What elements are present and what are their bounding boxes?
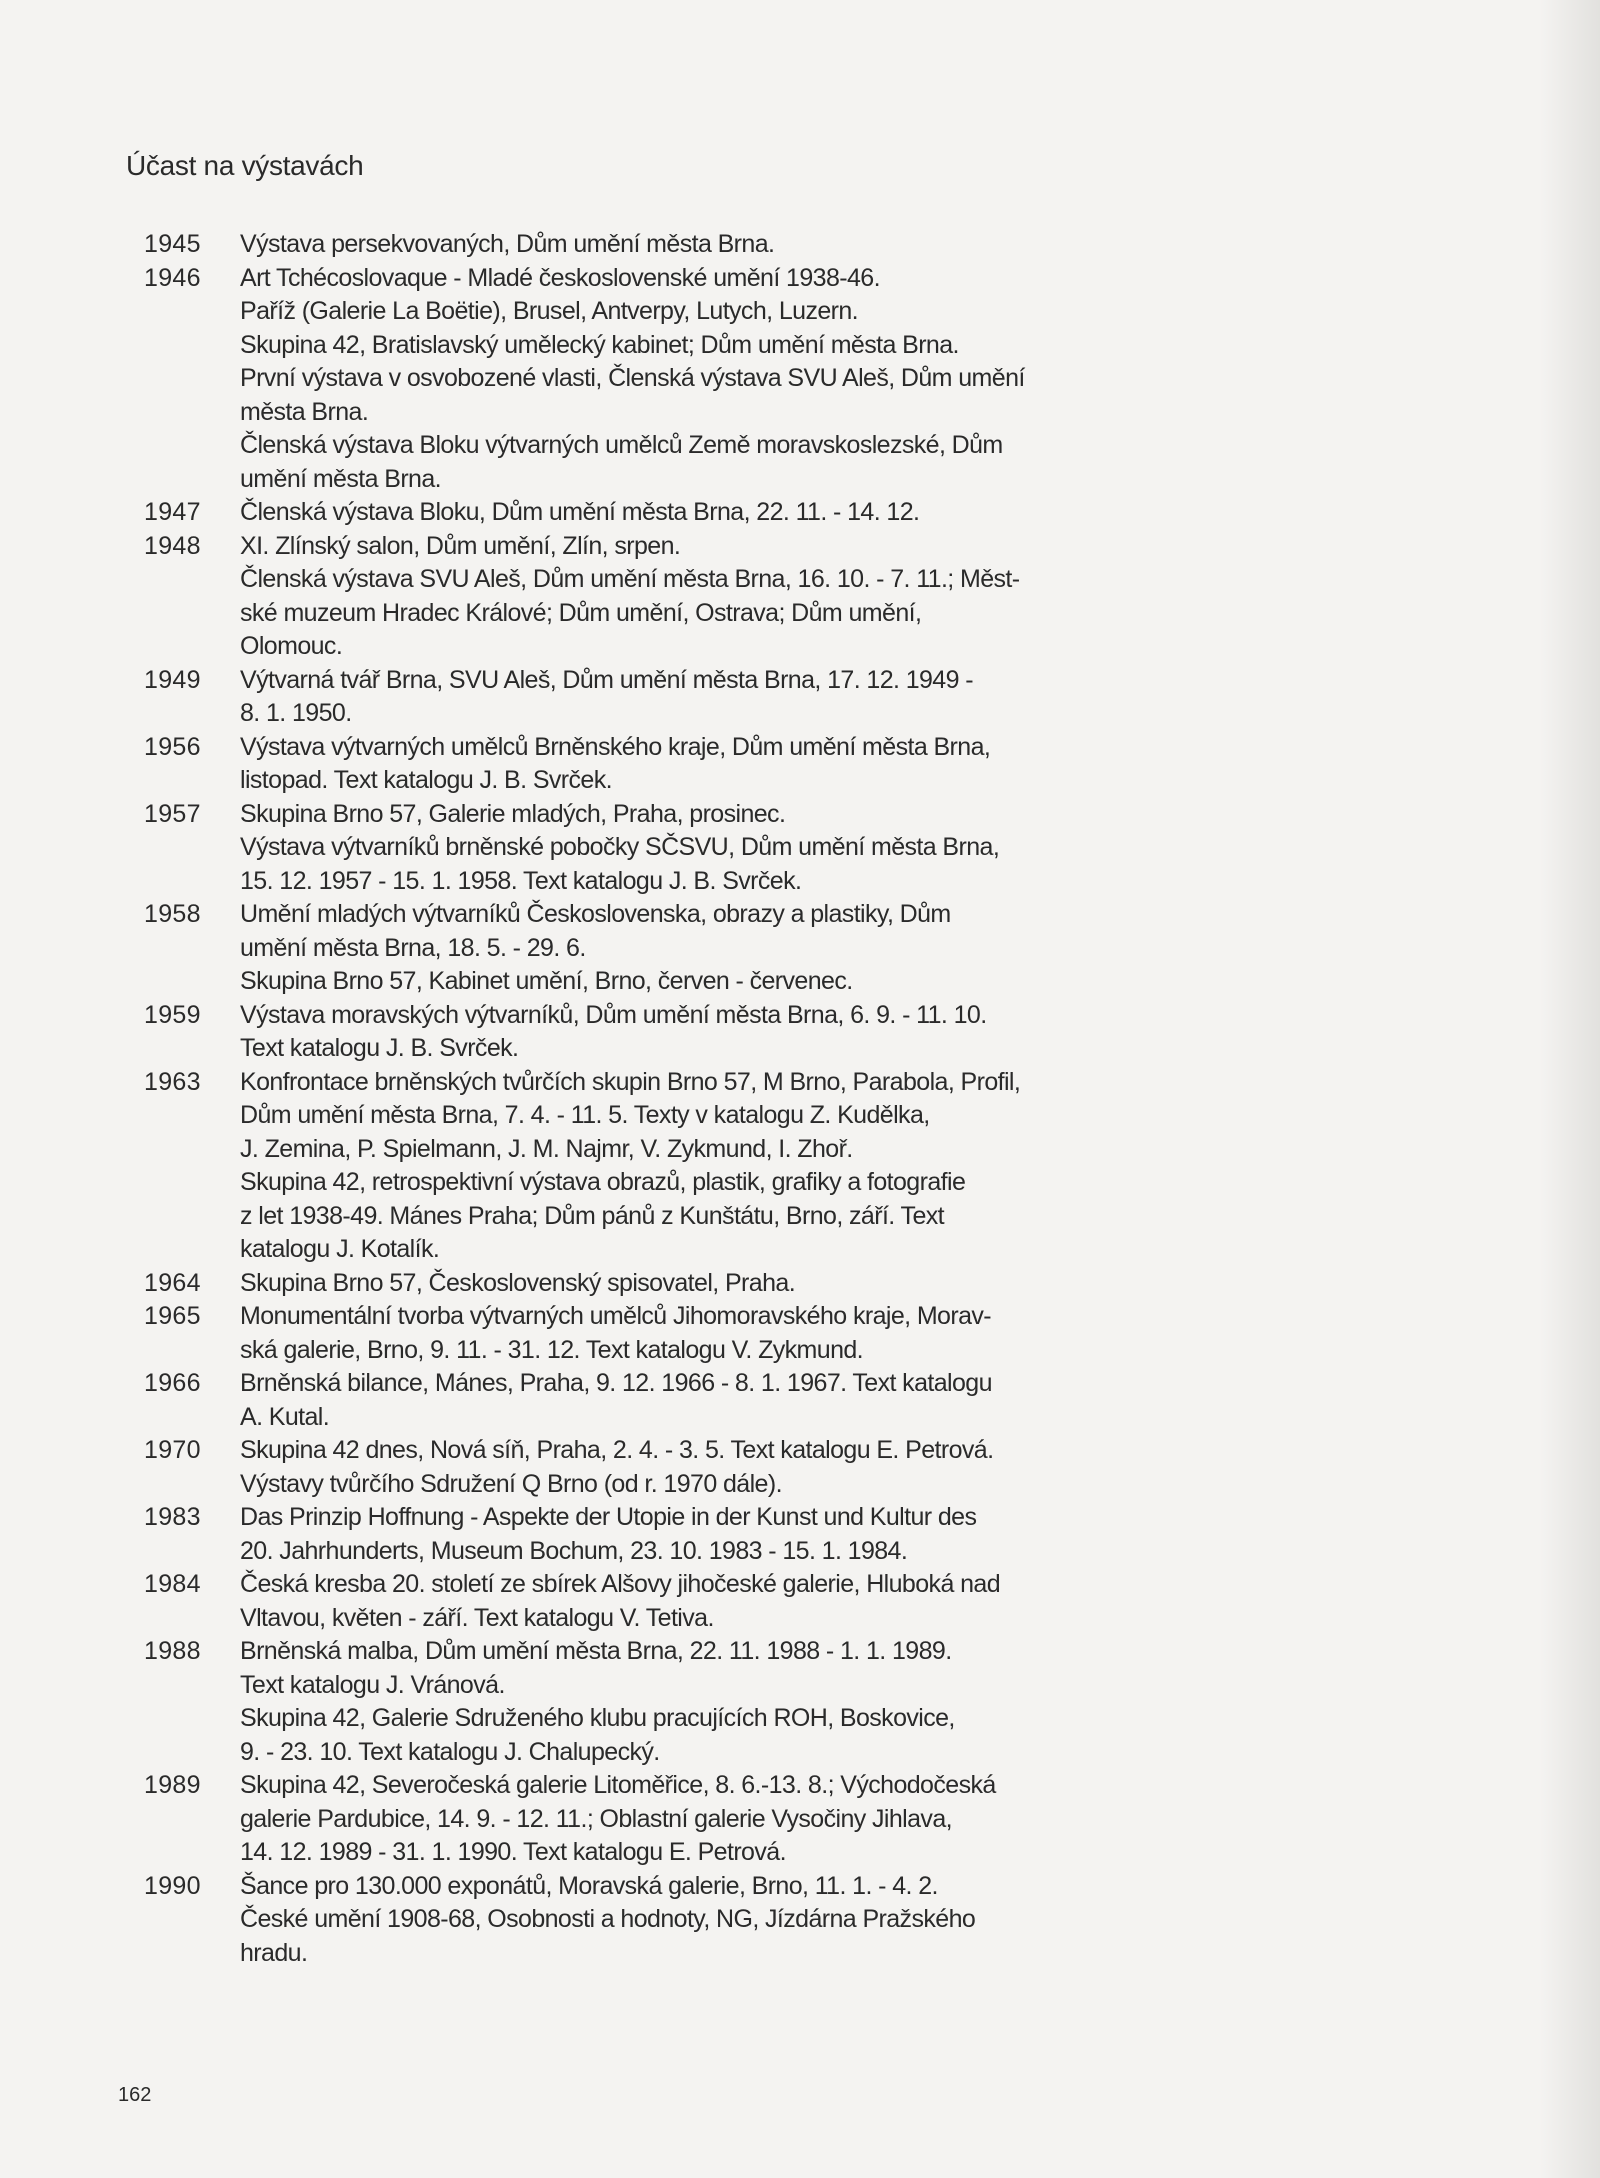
exhibition-text-line: Konfrontace brněnských tvůrčích skupin Brno 57, M Brno, Parabola, Profil, xyxy=(240,1067,1021,1096)
exhibition-description xyxy=(240,1267,1024,1301)
exhibition-text-line: města Brna. xyxy=(240,397,369,426)
exhibition-year: 1958 xyxy=(144,900,201,928)
exhibition-entry xyxy=(144,1434,1024,1501)
exhibition-description xyxy=(240,262,1025,497)
exhibition-entry xyxy=(144,228,1024,262)
exhibition-description xyxy=(240,1635,1024,1769)
exhibition-text-line: Brněnská bilance, Mánes, Praha, 9. 12. 1966 - 8. 1. 1967. Text katalogu xyxy=(240,1369,992,1397)
exhibition-text-line: Členská výstava Bloku výtvarných umělců Země moravskoslezské, Dům xyxy=(240,431,1003,459)
exhibition-year: 1956 xyxy=(144,732,201,761)
exhibition-year: 1964 xyxy=(144,1268,201,1297)
exhibition-entry xyxy=(144,496,1024,530)
exhibition-entry xyxy=(144,1568,1024,1635)
exhibition-description xyxy=(240,1568,1024,1635)
exhibition-text-line: 20. Jahrhunderts, Museum Bochum, 23. 10. 1983 - 15. 1. 1984. xyxy=(240,1536,908,1565)
exhibition-text-line: Výstava výtvarných umělců Brněnského kraje, Dům umění města Brna, xyxy=(240,732,991,761)
exhibition-description xyxy=(240,798,1024,899)
exhibition-text-line: Česká kresba 20. století ze sbírek Alšovy jihočeské galerie, Hluboká nad xyxy=(240,1570,1000,1598)
exhibition-text-line: J. Zemina, P. Spielmann, J. M. Najmr, V. Zykmund, I. Zhoř. xyxy=(240,1134,853,1163)
exhibition-text-line: Paříž (Galerie La Boëtie), Brusel, Antverpy, Lutych, Luzern. xyxy=(240,297,859,325)
exhibition-text-line: Členská výstava Bloku, Dům umění města Brna, 22. 11. - 14. 12. xyxy=(240,498,920,526)
exhibition-entry xyxy=(144,898,1024,999)
exhibition-year: 1984 xyxy=(144,1570,201,1598)
exhibition-text-line: ská galerie, Brno, 9. 11. - 31. 12. Text katalogu V. Zykmund. xyxy=(240,1335,864,1364)
exhibition-entry xyxy=(144,731,1024,798)
exhibition-text-line: galerie Pardubice, 14. 9. - 12. 11.; Oblastní galerie Vysočiny Jihlava, xyxy=(240,1804,952,1833)
exhibition-entry xyxy=(144,1501,1024,1568)
exhibition-text-line: Výstava moravských výtvarníků, Dům umění města Brna, 6. 9. - 11. 10. xyxy=(240,1000,987,1029)
exhibition-text-line: Výstavy tvůrčího Sdružení Q Brno (od r. 1970 dále). xyxy=(240,1469,782,1498)
exhibition-text-line: Brněnská malba, Dům umění města Brna, 22. 11. 1988 - 1. 1. 1989. xyxy=(240,1637,952,1665)
exhibition-entry xyxy=(144,1300,1024,1367)
exhibition-description xyxy=(240,228,1024,262)
exhibition-year: 1949 xyxy=(144,665,201,694)
exhibition-year: 1970 xyxy=(144,1436,201,1464)
exhibition-text-line: Skupina 42 dnes, Nová síň, Praha, 2. 4. - 3. 5. Text katalogu E. Petrová. xyxy=(240,1436,994,1464)
exhibition-entry xyxy=(144,530,1024,664)
exhibition-text-line: XI. Zlínský salon, Dům umění, Zlín, srpen. xyxy=(240,531,681,560)
exhibition-text-line: Umění mladých výtvarníků Československa, obrazy a plastiky, Dům xyxy=(240,900,951,928)
exhibition-text-line: Členská výstava SVU Aleš, Dům umění města Brna, 16. 10. - 7. 11.; Měst- xyxy=(240,565,1020,593)
exhibition-year: 1965 xyxy=(144,1302,201,1330)
exhibition-year: 1946 xyxy=(144,263,201,292)
exhibition-text-line: Skupina Brno 57, Kabinet umění, Brno, červen - červenec. xyxy=(240,967,853,995)
exhibition-description xyxy=(240,1066,1024,1267)
exhibition-text-line: 15. 12. 1957 - 15. 1. 1958. Text katalogu J. B. Svrček. xyxy=(240,866,802,895)
exhibition-text-line: Skupina 42, Bratislavský umělecký kabinet; Dům umění města Brna. xyxy=(240,330,959,359)
exhibition-entry xyxy=(144,999,1024,1066)
exhibition-description xyxy=(240,496,1024,530)
exhibition-description xyxy=(240,1434,1024,1501)
exhibition-entry xyxy=(144,664,1024,731)
exhibition-description xyxy=(240,530,1024,664)
exhibition-text-line: z let 1938-49. Mánes Praha; Dům pánů z Kunštátu, Brno, září. Text xyxy=(240,1201,944,1230)
exhibition-text-line: umění města Brna, 18. 5. - 29. 6. xyxy=(240,933,586,962)
exhibition-text-line: Šance pro 130.000 exponátů, Moravská galerie, Brno, 11. 1. - 4. 2. xyxy=(240,1871,938,1900)
exhibition-text-line: Výtvarná tvář Brna, SVU Aleš, Dům umění města Brna, 17. 12. 1949 - xyxy=(240,665,973,694)
exhibition-text-line: Výstava výtvarníků brněnské pobočky SČSVU, Dům umění města Brna, xyxy=(240,833,1000,861)
page-edge-shadow xyxy=(1540,0,1600,2178)
exhibition-text-line: Dům umění města Brna, 7. 4. - 11. 5. Texty v katalogu Z. Kudělka, xyxy=(240,1101,930,1129)
exhibition-description xyxy=(240,1870,1024,1971)
exhibition-description xyxy=(240,664,1024,731)
exhibition-text-line: Výstava persekvovaných, Dům umění města Brna. xyxy=(240,230,775,258)
exhibition-text-line: ské muzeum Hradec Králové; Dům umění, Ostrava; Dům umění, xyxy=(240,598,922,627)
exhibition-text-line: umění města Brna. xyxy=(240,464,442,493)
exhibition-text-line: katalogu J. Kotalík. xyxy=(240,1235,440,1263)
exhibition-text-line: Skupina Brno 57, Československý spisovatel, Praha. xyxy=(240,1268,796,1297)
exhibition-text-line: Art Tchécoslovaque - Mladé československé umění 1938-46. xyxy=(240,263,880,292)
exhibition-text-line: Text katalogu J. Vránová. xyxy=(240,1670,505,1699)
exhibition-text-line: První výstava v osvobozené vlasti, Členská výstava SVU Aleš, Dům umění xyxy=(240,364,1025,392)
exhibition-description xyxy=(240,1769,1024,1870)
exhibition-entry xyxy=(144,262,1024,497)
exhibition-text-line: České umění 1908-68, Osobnosti a hodnoty, NG, Jízdárna Pražského xyxy=(240,1905,976,1933)
exhibition-year: 1990 xyxy=(144,1871,201,1900)
exhibition-year: 1959 xyxy=(144,1000,201,1029)
exhibition-description xyxy=(240,898,1024,999)
exhibition-text-line: A. Kutal. xyxy=(240,1402,330,1431)
exhibition-year: 1988 xyxy=(144,1637,201,1665)
exhibition-year: 1957 xyxy=(144,799,201,828)
exhibition-text-line: Monumentální tvorba výtvarných umělců Jihomoravského kraje, Morav- xyxy=(240,1302,992,1330)
exhibition-text-line: Vltavou, květen - září. Text katalogu V. Tetiva. xyxy=(240,1603,714,1632)
exhibition-year: 1966 xyxy=(144,1369,201,1397)
exhibition-entry xyxy=(144,798,1024,899)
exhibition-year: 1948 xyxy=(144,531,201,560)
exhibition-year: 1945 xyxy=(144,230,201,258)
exhibition-entry xyxy=(144,1769,1024,1870)
exhibition-entry xyxy=(144,1870,1024,1971)
exhibition-entry xyxy=(144,1267,1024,1301)
exhibition-list xyxy=(144,228,1024,1970)
exhibition-text-line: hradu. xyxy=(240,1938,308,1967)
page-heading: Účast na výstavách xyxy=(126,150,364,181)
exhibition-text-line: Skupina Brno 57, Galerie mladých, Praha, prosinec. xyxy=(240,799,786,828)
exhibition-text-line: Text katalogu J. B. Svrček. xyxy=(240,1034,519,1062)
exhibition-text-line: 9. - 23. 10. Text katalogu J. Chalupecký. xyxy=(240,1737,660,1766)
exhibition-entry xyxy=(144,1635,1024,1769)
exhibition-year: 1947 xyxy=(144,498,201,526)
exhibition-text-line: listopad. Text katalogu J. B. Svrček. xyxy=(240,766,612,794)
exhibition-description xyxy=(240,1367,1024,1434)
exhibition-description xyxy=(240,1300,1024,1367)
exhibition-year: 1989 xyxy=(144,1771,201,1799)
exhibition-text-line: Olomouc. xyxy=(240,632,343,660)
exhibition-year: 1963 xyxy=(144,1067,201,1096)
exhibition-text-line: Skupina 42, Galerie Sdruženého klubu pracujících ROH, Boskovice, xyxy=(240,1704,955,1732)
exhibition-entry xyxy=(144,1066,1024,1267)
exhibition-text-line: 14. 12. 1989 - 31. 1. 1990. Text katalogu E. Petrová. xyxy=(240,1838,786,1866)
exhibition-entry xyxy=(144,1367,1024,1434)
exhibition-description xyxy=(240,1501,1024,1568)
exhibition-description xyxy=(240,731,1024,798)
page-number: 162 xyxy=(118,2084,152,2106)
exhibition-text-line: Skupina 42, retrospektivní výstava obrazů, plastik, grafiky a fotografie xyxy=(240,1168,966,1196)
exhibition-year: 1983 xyxy=(144,1503,201,1531)
exhibition-text-line: 8. 1. 1950. xyxy=(240,699,352,727)
exhibition-text-line: Das Prinzip Hoffnung - Aspekte der Utopie in der Kunst und Kultur des xyxy=(240,1503,977,1531)
exhibition-description xyxy=(240,999,1024,1066)
exhibition-text-line: Skupina 42, Severočeská galerie Litoměřice, 8. 6.-13. 8.; Východočeská xyxy=(240,1771,996,1799)
